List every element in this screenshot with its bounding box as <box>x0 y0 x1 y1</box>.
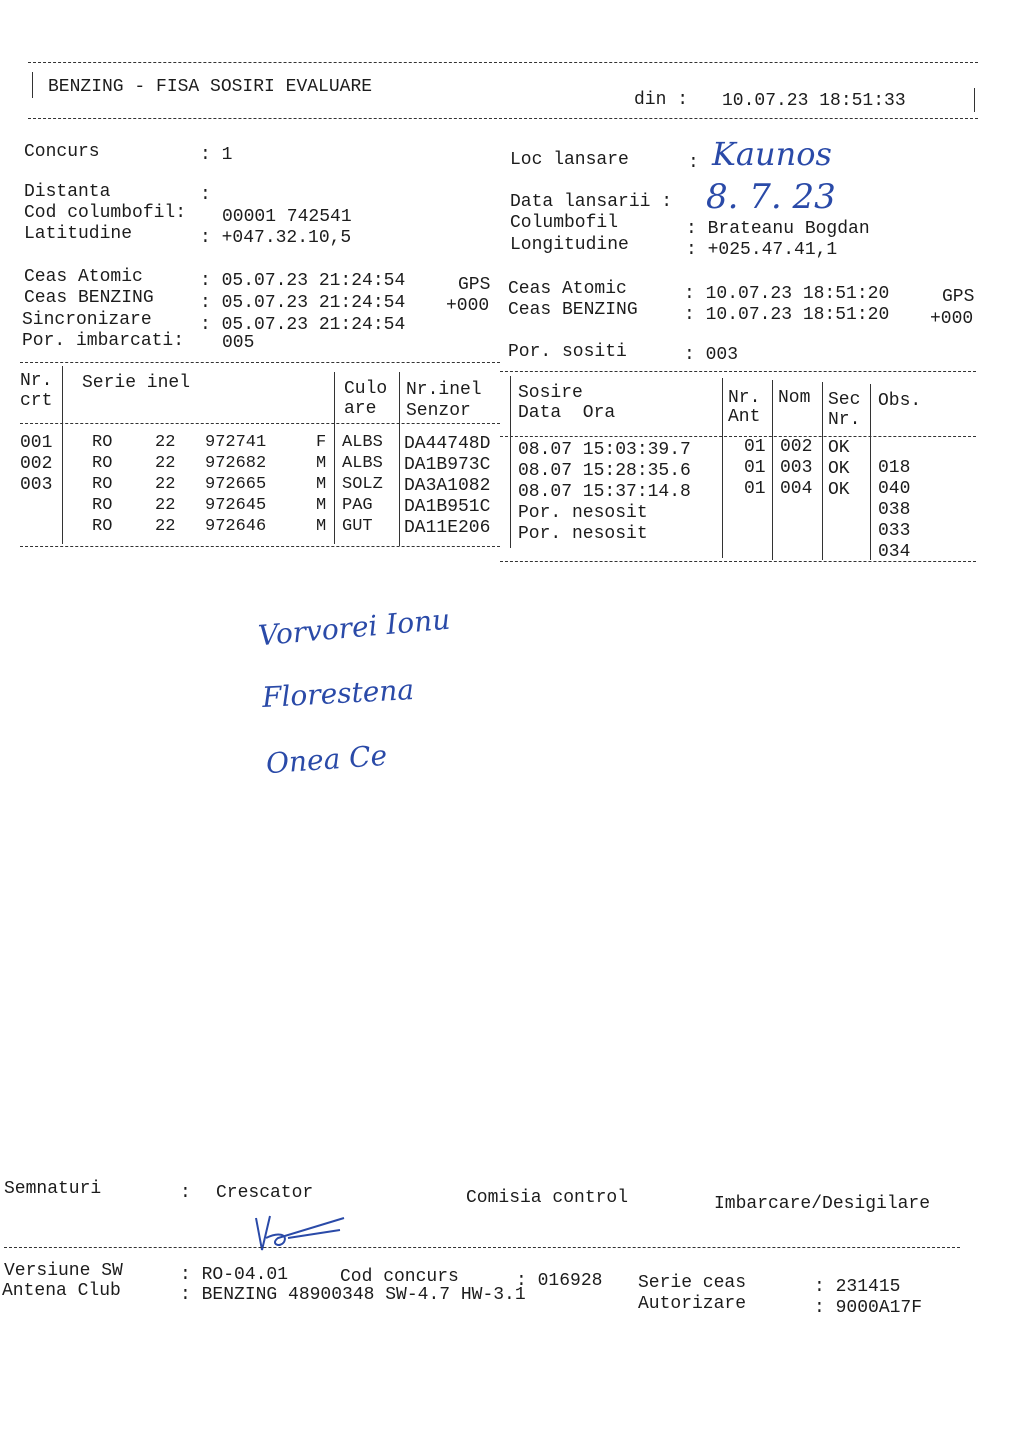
table-header-divider <box>20 423 500 424</box>
row-nom: 003 <box>780 458 813 478</box>
latitudine-label: Latitudine <box>24 224 133 244</box>
col-sep-senzor <box>510 376 511 548</box>
por-sositi-label: Por. sositi <box>508 342 627 362</box>
sincronizare-value: : 05.07.23 21:24:54 <box>200 315 406 335</box>
header-sec-2: Nr. <box>828 410 861 430</box>
ceas-benzing-label-right: Ceas BENZING <box>508 300 638 320</box>
sincronizare-label: Sincronizare <box>22 310 152 330</box>
row-sensor: DA1B951C <box>404 497 491 517</box>
por-imbarcati-value: 005 <box>222 333 255 353</box>
por-imbarcati-label: Por. imbarcati: <box>22 331 185 351</box>
row-ring-number: 972665 <box>205 475 267 494</box>
serie-ceas-label: Serie ceas <box>638 1273 747 1293</box>
crescator-label: Crescator <box>216 1183 314 1203</box>
ceas-atomic-suffix-right: GPS <box>942 287 975 307</box>
header-nom: Nom <box>778 388 811 408</box>
ceas-benzing-label: Ceas BENZING <box>24 288 154 308</box>
row-country: RO <box>92 517 113 536</box>
header-nr-crt-1: Nr. <box>20 371 53 391</box>
handwritten-note-1: Vorvorei Ionu <box>256 602 452 653</box>
row-crt: 003 <box>20 475 53 495</box>
row-year: 22 <box>155 454 176 473</box>
ceas-benzing-suffix-right: +000 <box>930 309 974 329</box>
crescator-signature <box>248 1208 358 1258</box>
data-lansarii-value: 8. 7. 23 <box>706 177 836 217</box>
col-sep-sec <box>870 384 871 560</box>
col-sep-serie <box>334 372 335 544</box>
row-sensor: DA11E206 <box>404 518 491 538</box>
row-country: RO <box>92 433 113 452</box>
row-sec: OK <box>828 480 850 500</box>
cod-concurs-label: Cod concurs <box>340 1267 459 1287</box>
table-bottom-border <box>20 546 500 547</box>
concurs-value: : 1 <box>200 145 233 165</box>
ceas-atomic-value: : 05.07.23 21:24:54 <box>200 271 406 291</box>
row-country: RO <box>92 475 113 494</box>
row-crt: 001 <box>20 433 53 453</box>
row-sec: OK <box>828 459 850 479</box>
data-lansarii-label: Data lansarii : <box>510 192 673 212</box>
header-nr-ant-1: Nr. <box>728 388 761 408</box>
row-country: RO <box>92 454 113 473</box>
row-ring-number: 972646 <box>205 517 267 536</box>
row-obs: 033 <box>878 521 911 541</box>
row-year: 22 <box>155 517 176 536</box>
header-top-border <box>28 62 978 63</box>
row-arrival: Por. nesosit <box>518 524 648 544</box>
col-sep-culoare <box>399 372 400 546</box>
comisia-control-label: Comisia control <box>466 1188 629 1208</box>
antena-club-label: Antena Club <box>2 1281 121 1301</box>
header-nr-inel-1: Nr.inel <box>406 380 482 400</box>
row-nom: 004 <box>780 479 813 499</box>
row-color: GUT <box>342 517 373 536</box>
row-ring-number: 972682 <box>205 454 267 473</box>
row-ant: 01 <box>744 437 766 457</box>
row-sensor: DA3A1082 <box>404 476 491 496</box>
columbofil-label: Columbofil <box>510 213 619 233</box>
header-sec-1: Sec <box>828 390 861 410</box>
por-sositi-value: : 003 <box>684 345 739 365</box>
semnaturi-label: Semnaturi <box>4 1179 102 1199</box>
row-ant: 01 <box>744 479 766 499</box>
ceas-benzing-suffix: +000 <box>446 296 490 316</box>
loc-lansare-value: Kaunos <box>712 135 832 173</box>
header-right-border <box>974 88 975 112</box>
row-sex: M <box>316 454 327 473</box>
table-header-divider-right <box>500 436 976 437</box>
header-obs: Obs. <box>878 391 922 411</box>
imbarcare-desigilare-label: Imbarcare/Desigilare <box>714 1194 931 1214</box>
loc-lansare-colon: : <box>688 153 699 173</box>
header-nr-ant-2: Ant <box>728 407 761 427</box>
row-year: 22 <box>155 475 176 494</box>
row-sensor: DA44748D <box>404 434 491 454</box>
distanta-label: Distanta <box>24 182 111 202</box>
latitudine-value: : +047.32.10,5 <box>200 228 352 248</box>
col-sep-ant <box>772 380 773 560</box>
row-sex: M <box>316 496 327 515</box>
row-color: ALBS <box>342 454 383 473</box>
autorizare-value: : 9000A17F <box>814 1298 923 1318</box>
header-sosire-1: Sosire <box>518 383 583 403</box>
row-obs: 038 <box>878 500 911 520</box>
versiune-sw-label: Versiune SW <box>4 1261 123 1281</box>
din-label: din : <box>634 90 689 110</box>
header-serie-inel: Serie inel <box>82 373 191 393</box>
row-sex: F <box>316 433 327 452</box>
table-top-border-right <box>500 371 976 372</box>
row-sec: OK <box>828 438 850 458</box>
row-sex: M <box>316 517 327 536</box>
row-sensor: DA1B973C <box>404 455 491 475</box>
ceas-atomic-value-right: : 10.07.23 18:51:20 <box>684 284 890 304</box>
header-culoare-1: Culo <box>344 379 388 399</box>
din-value: 10.07.23 18:51:33 <box>722 91 906 111</box>
row-country: RO <box>92 496 113 515</box>
longitudine-value: : +025.47.41,1 <box>686 240 838 260</box>
col-sep-crt <box>62 366 63 544</box>
columbofil-value: : Brateanu Bogdan <box>686 219 870 239</box>
semnaturi-colon: : <box>180 1183 191 1203</box>
row-arrival: 08.07 15:03:39.7 <box>518 440 691 460</box>
row-arrival: Por. nesosit <box>518 503 648 523</box>
ceas-benzing-value-right: : 10.07.23 18:51:20 <box>684 305 890 325</box>
row-obs: 040 <box>878 479 911 499</box>
row-ant: 01 <box>744 458 766 478</box>
handwritten-note-2: Florestena <box>261 673 415 714</box>
versiune-sw-value: : RO-04.01 <box>180 1265 289 1285</box>
row-nom: 002 <box>780 437 813 457</box>
distanta-colon: : <box>200 185 222 205</box>
row-crt: 002 <box>20 454 53 474</box>
row-color: ALBS <box>342 433 383 452</box>
row-sex: M <box>316 475 327 494</box>
row-obs: 034 <box>878 542 911 562</box>
row-arrival: 08.07 15:37:14.8 <box>518 482 691 502</box>
antena-club-value: : BENZING 48900348 SW-4.7 HW-3.1 <box>180 1285 526 1305</box>
longitudine-label: Longitudine <box>510 235 629 255</box>
header-culoare-2: are <box>344 399 377 419</box>
serie-ceas-value: : 231415 <box>814 1277 901 1297</box>
ceas-atomic-label-right: Ceas Atomic <box>508 279 627 299</box>
document-title: BENZING - FISA SOSIRI EVALUARE <box>48 77 373 97</box>
ceas-atomic-suffix: GPS <box>458 275 491 295</box>
ceas-benzing-value: : 05.07.23 21:24:54 <box>200 293 406 313</box>
cod-concurs-value: : 016928 <box>516 1271 603 1291</box>
row-obs: 018 <box>878 458 911 478</box>
header-nr-crt-2: crt <box>20 391 53 411</box>
row-ring-number: 972741 <box>205 433 267 452</box>
footer-divider <box>4 1247 960 1248</box>
table-top-border <box>20 362 500 363</box>
autorizare-label: Autorizare <box>638 1294 747 1314</box>
header-bottom-border <box>28 118 978 119</box>
row-color: PAG <box>342 496 373 515</box>
row-color: SOLZ <box>342 475 383 494</box>
concurs-label: Concurs <box>24 142 100 162</box>
loc-lansare-label: Loc lansare <box>510 150 629 170</box>
cod-columbofil-value: 00001 742541 <box>222 207 352 227</box>
col-sep-sosire <box>722 378 723 558</box>
row-year: 22 <box>155 496 176 515</box>
row-ring-number: 972645 <box>205 496 267 515</box>
header-sosire-2: Data Ora <box>518 403 616 423</box>
col-sep-nom <box>822 382 823 560</box>
row-year: 22 <box>155 433 176 452</box>
row-arrival: 08.07 15:28:35.6 <box>518 461 691 481</box>
handwritten-note-3: Onea Ce <box>264 738 389 781</box>
header-left-border <box>32 72 33 98</box>
ceas-atomic-label: Ceas Atomic <box>24 267 143 287</box>
header-nr-inel-2: Senzor <box>406 401 471 421</box>
cod-columbofil-label: Cod columbofil: <box>24 203 187 223</box>
